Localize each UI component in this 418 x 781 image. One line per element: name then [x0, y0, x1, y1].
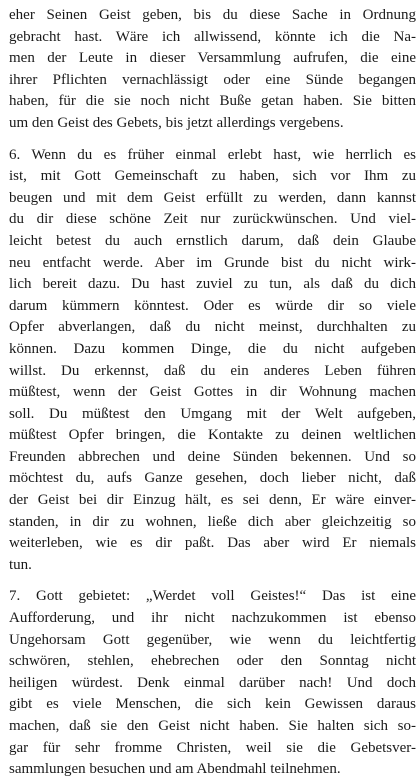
text-line: Freunden abbrechen und deine Sünden bekennen. Und so: [9, 448, 416, 465]
text-line: möchtest du, aufs Ganze gesehen, doch lieber nicht, daß: [9, 470, 416, 487]
text-line: müßtest, wenn der Geist Gottes in dir Wohnung machen: [9, 384, 416, 401]
text-line: 6. Wenn du es früher einmal erlebt hast, wie herrlich es: [9, 146, 416, 163]
text-line: um den Geist des Gebets, bis jetzt allerdings vergebens.: [9, 114, 344, 131]
paragraph-7: [9, 586, 416, 780]
paragraph-gap: [9, 576, 416, 586]
text-line: beugen und mit dem Geist erfüllt zu werden, dann kannst: [9, 189, 416, 206]
text-line: lich bereit dazu. Du hast zuviel zu tun, als daß du dich: [9, 276, 416, 293]
text-line: gebracht hast. Wäre ich allwissend, könnte ich die Na-: [9, 28, 416, 45]
text-line: weiterleben, wie es dir paßt. Das aber wird Er niemals: [9, 535, 416, 552]
text-line: standen, in dir zu wohnen, ließe dich aber gleichzeitig so: [9, 513, 416, 530]
text-line: Aufforderung, und ihr nicht nachzukommen ist ebenso: [9, 610, 416, 627]
text-line: soll. Du müßtest den Umgang mit der Welt aufgeben,: [9, 405, 416, 422]
text-line: der Geist bei dir Einzug hält, es sei denn, Er wäre einver-: [9, 492, 416, 509]
text-line: müßtest Opfer bringen, die Kontakte zu deinen weltlichen: [9, 427, 416, 444]
text-line: darum kümmern könntest. Oder es würde dir so viele: [9, 297, 416, 314]
text-line: men der Leute in dieser Versammlung aufrufen, die eine: [9, 50, 416, 67]
text-line: tun.: [9, 556, 32, 573]
text-line: gar für sehr fromme Christen, weil sie die Gebetsver-: [9, 739, 416, 756]
text-line: können. Dazu kommen Dinge, die du nicht aufgeben: [9, 340, 416, 357]
text-line: gibt es viele Menschen, die sich kein Gewissen daraus: [9, 696, 416, 713]
paragraph-gap: [9, 135, 416, 145]
text-line: schwören, stehlen, ehebrechen oder den Sonntag nicht: [9, 653, 416, 670]
text-line: neu entfacht werde. Aber im Grunde bist du nicht wirk-: [9, 254, 416, 271]
text-line: machen, daß sie den Geist nicht haben. Sie halten sich so-: [9, 718, 416, 734]
text-line: eher Seinen Geist geben, bis du diese Sache in Ordnung: [9, 7, 416, 23]
text-line: Opfer abverlangen, daß du nicht meinst, durchhalten zu: [9, 319, 416, 336]
text-line: ist, mit Gott Gemeinschaft zu haben, sich vor Ihm zu: [9, 168, 416, 185]
text-line: sammlungen besuchen und am Abendmahl teilnehmen.: [9, 761, 341, 778]
text-line: du dir diese schöne Zeit nur zurückwünschen. Und viel-: [9, 211, 416, 228]
text-line: ihrer Pflichten vernachlässigt oder eine Sünde begangen: [9, 71, 416, 88]
text-line: leicht betest du auch ernstlich darum, daß dein Glaube: [9, 232, 416, 249]
text-line: willst. Du erkennst, daß du ein anderes Leben führen: [9, 362, 416, 379]
text-line: haben, für die sie noch nicht Buße getan haben. Sie bitten: [9, 93, 416, 110]
text-line: heiligen würdest. Denk einmal darüber nach! Und doch: [9, 674, 416, 691]
paragraph-continuation: [9, 5, 416, 135]
text-line: Ungehorsam Gott gegenüber, wie wenn du leichtfertig: [9, 631, 416, 648]
text-line: 7. Gott gebietet: „Werdet voll Geistes!“ Das ist eine: [9, 588, 416, 605]
paragraph-6: [9, 145, 416, 577]
